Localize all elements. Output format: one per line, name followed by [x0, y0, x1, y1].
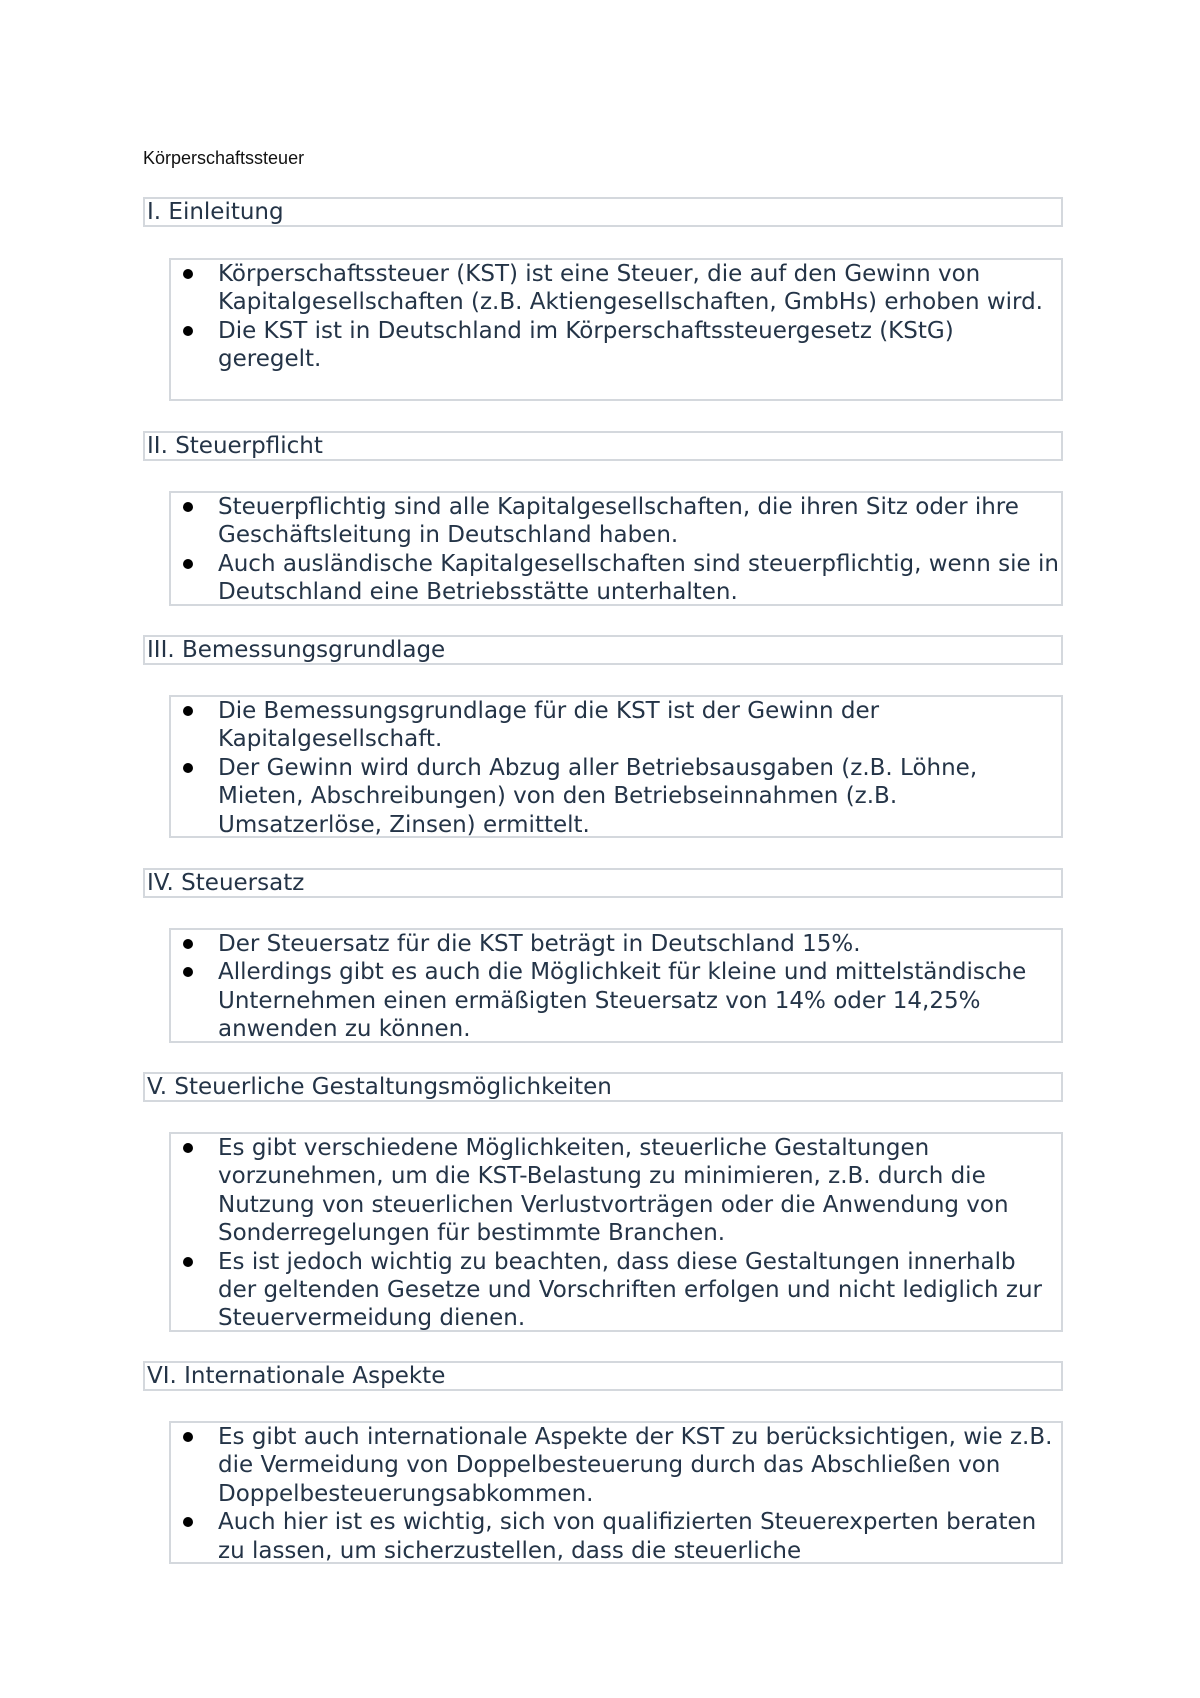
bullet-icon — [183, 559, 193, 569]
bullet-list — [171, 930, 1061, 1043]
list-item: Körperschaftssteuer (KST) ist eine Steuer, die auf den Gewinn von Kapitalgesellschaften (z.B. Aktiengesellschaften, GmbHs) erhoben wird. — [171, 260, 1061, 317]
bullet-icon — [183, 326, 193, 336]
list-item: Auch hier ist es wichtig, sich von qualifizierten Steuerexperten beraten zu lassen, um sicherzustellen, dass die steuerliche — [171, 1508, 1061, 1564]
bullet-list — [171, 1423, 1061, 1564]
list-item: Es gibt auch internationale Aspekte der KST zu berücksichtigen, wie z.B. die Vermeidung von Doppelbesteuerung durch das Abschließen von Doppelbesteuerungsabkommen. — [171, 1423, 1061, 1508]
list-item: Es ist jedoch wichtig zu beachten, dass diese Gestaltungen innerhalb der geltenden Gesetze und Vorschriften erfolgen und nicht lediglich zur Steuervermeidung dienen. — [171, 1248, 1061, 1332]
document-title: Körperschaftssteuer — [143, 148, 305, 168]
list-item: Der Steuersatz für die KST beträgt in Deutschland 15%. — [171, 930, 1061, 958]
section-box-gestaltungsmoeglichkeiten — [169, 1132, 1063, 1332]
bullet-list — [171, 493, 1061, 606]
bullet-icon — [183, 1257, 193, 1267]
list-item: Es gibt verschiedene Möglichkeiten, steuerliche Gestaltungen vorzunehmen, um die KST-Belastung zu minimieren, z.B. durch die Nutzung von steuerlichen Verlustvorträgen oder die Anwendung von Sonderregelungen für bestimmte Branchen. — [171, 1134, 1061, 1248]
bullet-icon — [183, 502, 193, 512]
list-item: Steuerpflichtig sind alle Kapitalgesellschaften, die ihren Sitz oder ihre Geschäftsleitung in Deutschland haben. — [171, 493, 1061, 550]
section-box-bemessungsgrundlage — [169, 695, 1063, 838]
section-heading-steuerpflicht: II. Steuerpflicht — [143, 431, 1063, 461]
section-heading-steuersatz: IV. Steuersatz — [143, 868, 1063, 898]
bullet-icon — [183, 967, 193, 977]
list-item: Die KST ist in Deutschland im Körperschaftssteuergesetz (KStG) geregelt. — [171, 317, 1061, 374]
list-item: Auch ausländische Kapitalgesellschaften sind steuerpflichtig, wenn sie in Deutschland eine Betriebsstätte unterhalten. — [171, 550, 1061, 606]
section-heading-bemessungsgrundlage: III. Bemessungsgrundlage — [143, 635, 1063, 665]
bullet-list — [171, 260, 1061, 374]
section-heading-internationale-aspekte: VI. Internationale Aspekte — [143, 1361, 1063, 1391]
list-item: Die Bemessungsgrundlage für die KST ist der Gewinn der Kapitalgesellschaft. — [171, 697, 1061, 754]
bullet-icon — [183, 1432, 193, 1442]
section-box-steuersatz — [169, 928, 1063, 1043]
bullet-icon — [183, 763, 193, 773]
list-item: Allerdings gibt es auch die Möglichkeit für kleine und mittelständische Unternehmen einen ermäßigten Steuersatz von 14% oder 14,25% anwenden zu können. — [171, 958, 1061, 1043]
bullet-list — [171, 697, 1061, 838]
bullet-icon — [183, 1143, 193, 1153]
bullet-icon — [183, 706, 193, 716]
section-heading-gestaltungsmoeglichkeiten: V. Steuerliche Gestaltungsmöglichkeiten — [143, 1072, 1063, 1102]
bullet-icon — [183, 939, 193, 949]
list-item: Der Gewinn wird durch Abzug aller Betriebsausgaben (z.B. Löhne, Mieten, Abschreibungen) von den Betriebseinnahmen (z.B. Umsatzerlöse, Zinsen) ermittelt. — [171, 754, 1061, 838]
section-box-steuerpflicht — [169, 491, 1063, 606]
section-box-internationale-aspekte — [169, 1421, 1063, 1564]
section-heading-einleitung: I. Einleitung — [143, 197, 1063, 227]
bullet-icon — [183, 1517, 193, 1527]
bullet-list — [171, 1134, 1061, 1332]
bullet-icon — [183, 269, 193, 279]
section-box-einleitung — [169, 258, 1063, 401]
